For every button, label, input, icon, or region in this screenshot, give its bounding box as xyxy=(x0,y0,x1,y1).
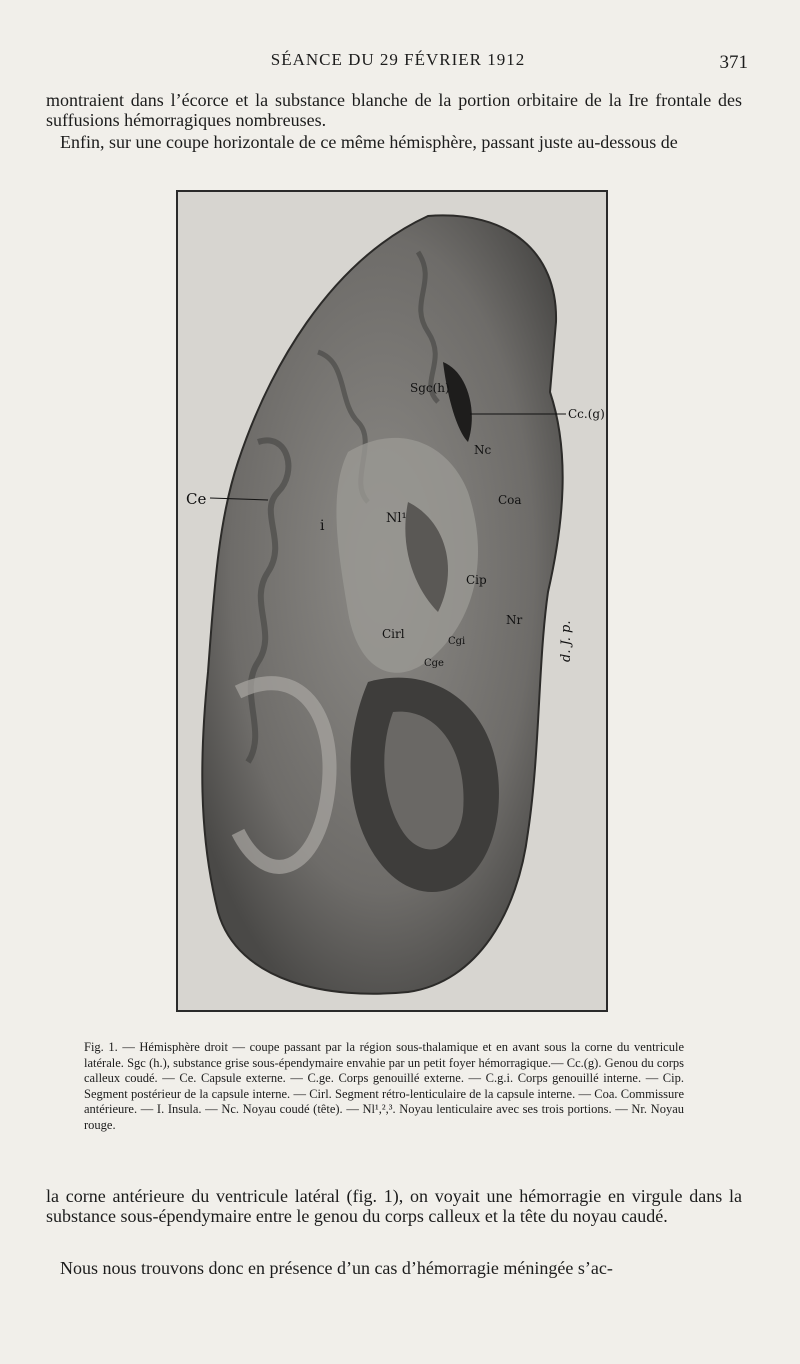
running-title: SÉANCE DU 29 FÉVRIER 1912 xyxy=(270,50,526,69)
label-nc: Nc xyxy=(474,443,492,457)
paragraph-3: la corne antérieure du ventricule latéral (fig. 1), on voyait une hémorragie en virgule dans la substance sous-épendymaire entre le genou du corps calleux et la tête du noyau caudé. xyxy=(46,1186,742,1226)
label-cc: Cc.(g) xyxy=(568,407,605,421)
label-ce: Ce xyxy=(186,490,207,508)
paragraph-4: Nous nous trouvons donc en présence d’un cas d’hémorragie méningée s’ac- xyxy=(60,1258,613,1278)
label-sgc: Sgc(h) xyxy=(410,381,450,395)
label-coa: Coa xyxy=(498,493,522,507)
brain-section-illustration xyxy=(178,192,610,1014)
paragraph-2: Enfin, sur une coupe horizontale de ce même hémisphère, passant juste au-dessous de xyxy=(60,132,678,152)
label-cge: Cge xyxy=(424,658,444,669)
figure-caption: Fig. 1. — Hémisphère droit — coupe passant par la région sous-thalamique et en avant sous la corne du ventricule latérale. Sgc (h.), substance grise sous-épendymaire envahie par un petit foyer hémorragique.— Cc.(g). Genou du corps calleux coudé. — Ce. Capsule externe. — C.ge. Corps genouillé externe. — C.g.i. Corps genouillé interne. — Cip. Segment postérieur de la capsule interne. — Cirl. Segment rétro-lenticulaire de la capsule interne. — Coa. Commissure antérieure. — I. Insula. — Nc. Noyau coudé (tête). — Nl¹,²,³. Noyau lenticulaire avec ses trois portions. — Nr. Noyau rouge. xyxy=(84,1040,684,1132)
handwritten-signature: d. J. p. xyxy=(559,620,574,662)
label-i: i xyxy=(320,518,325,534)
label-nr: Nr xyxy=(506,613,523,627)
label-cgi: Cgi xyxy=(448,636,466,647)
page-header xyxy=(48,50,748,80)
label-nl: Nl¹ xyxy=(386,511,407,526)
label-cirl: Cirl xyxy=(382,627,405,641)
paragraph-1: montraient dans l’écorce et la substance blanche de la portion orbitaire de la Ire frontale des suffusions hémorragiques nombreuses. xyxy=(46,90,742,130)
label-cip: Cip xyxy=(466,573,487,587)
page-number: 371 xyxy=(719,52,748,73)
figure-brain-section xyxy=(176,190,608,1012)
